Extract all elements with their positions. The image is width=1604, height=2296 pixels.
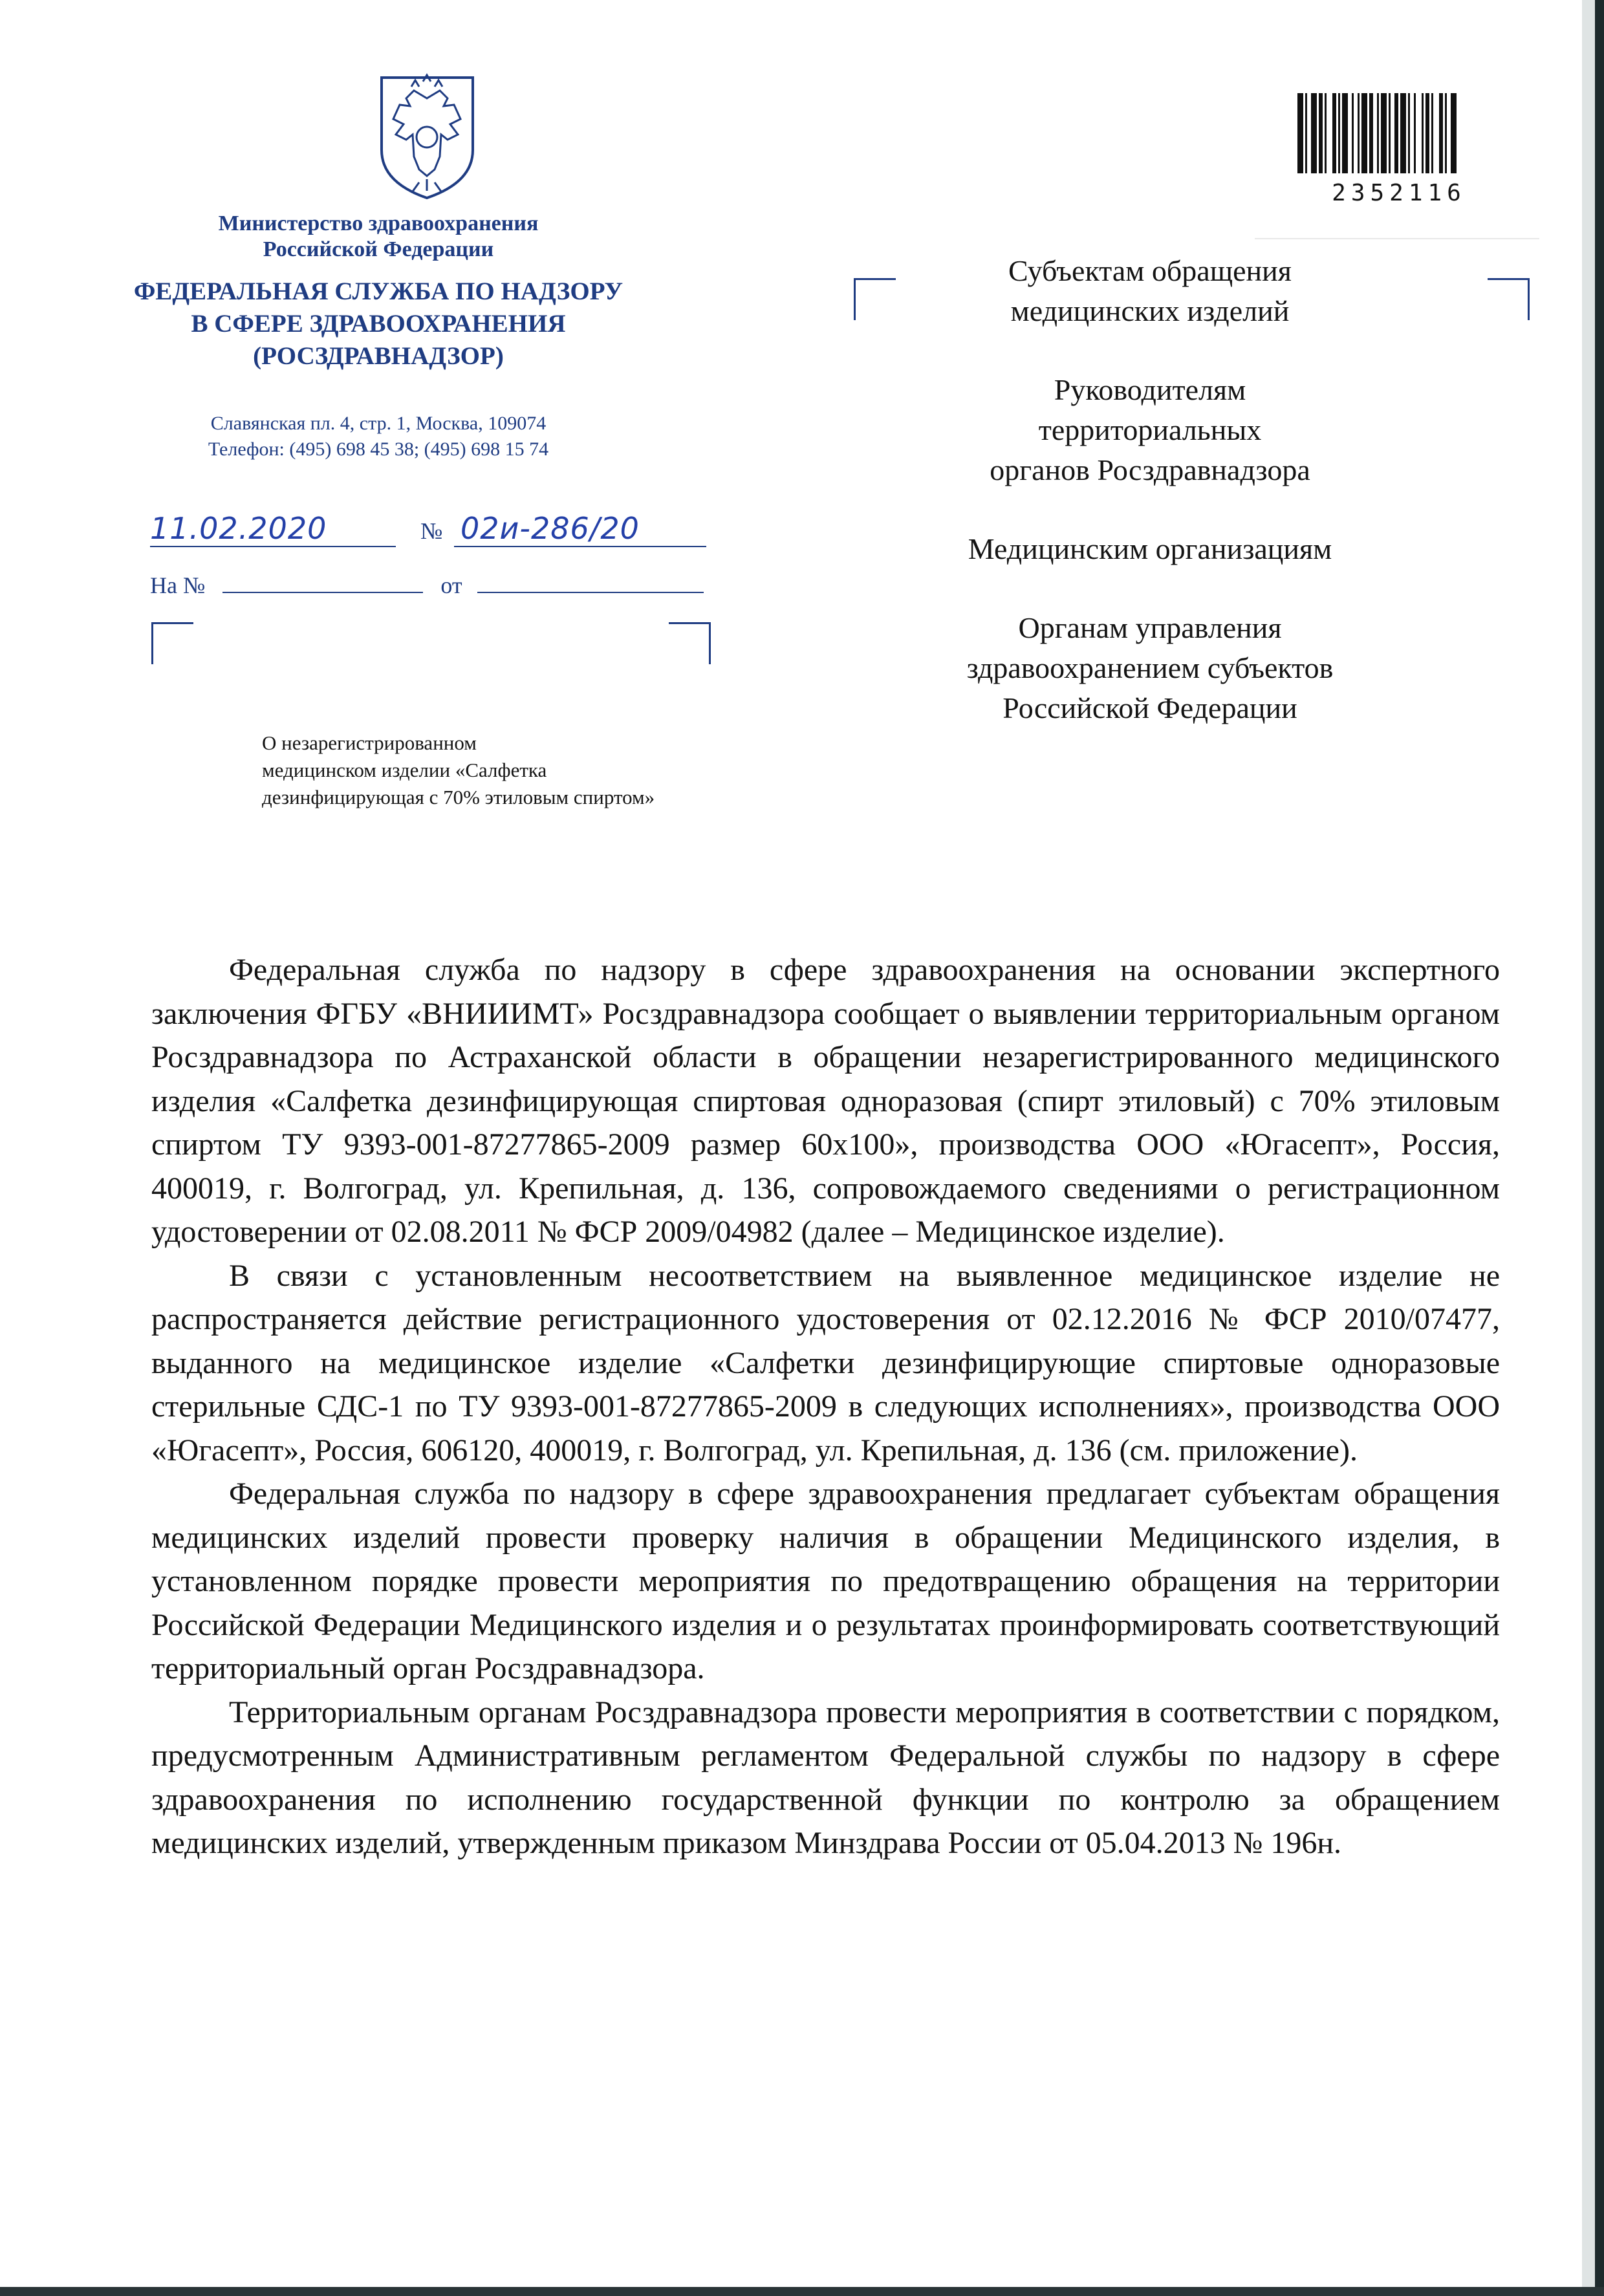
ministry-line: Российской Федерации [263,237,494,261]
from-label: от [440,572,462,598]
barcode-number: 2352116 [1332,180,1466,206]
body-paragraph: В связи с установленным несоответствием на выявленное медицинское изделие не распространяется действие регистрационного удостоверения от 02.12.2016 № ФСР 2010/07477, выданного на медицинское изделие «Салфетки дезинфицирующие спиртовые одноразовые стерильные СДС-1 по ТУ 9393-001-87277865-2009 в следующих исполнениях», производства ООО «Югасепт», Россия, 606120, 400019, г. Волгоград, ул. Крепильная, д. 136 (см. приложение). [151,1258,1500,1467]
barcode-bar [1400,93,1406,173]
scan-edge [1582,0,1595,2296]
barcode-bar [1311,93,1317,173]
service-name [129,276,627,373]
addressee-block [911,251,1389,331]
addressee-block [911,529,1389,569]
registration-number: 02и-286/20 [461,511,640,546]
barcode-bar [1319,93,1323,173]
service-line: ФЕДЕРАЛЬНАЯ СЛУЖБА ПО НАДЗОРУ [133,277,623,305]
address: Славянская пл. 4, стр. 1, Москва, 109074 [210,413,547,434]
registration-line [150,504,719,556]
barcode-bar [1377,93,1379,173]
barcode [1297,93,1501,173]
divider [1255,238,1539,239]
addressee-line: органов Росздравнадзора [990,453,1310,486]
addressee-line: Медицинским организациям [968,532,1332,565]
body-paragraph: Территориальным органам Росздравнадзора провести мероприятия в соответствии с порядком, предусмотренным Административным регламентом Федеральной службы по надзору в сфере здравоохранения по исполнению государственной функции по контролю за обращением медицинских изделий, утвержденным приказом Минздрава России от 05.04.2013 № 196н. [151,1695,1500,1860]
scan-bottom-edge [0,2287,1604,2296]
barcode-bar [1332,93,1336,173]
addressee-line: территориальных [1038,413,1262,446]
barcode-bar [1389,93,1391,173]
scan-edge-shadow [1595,0,1604,2296]
subject-corner-left [151,622,193,664]
contact-block [129,411,627,462]
double-headed-eagle-emblem-icon [374,72,481,202]
addressee-corner-right [1488,278,1530,320]
addressee-line: здравоохранением субъектов [966,651,1334,684]
barcode-bar [1381,93,1387,173]
barcode-bar [1445,93,1447,173]
subject-corner-right [669,622,711,664]
phone: Телефон: (495) 698 45 38; (495) 698 15 74 [208,439,549,460]
addressee-line: Субъектам обращения [1008,254,1292,287]
ministry-line: Министерство здравоохранения [218,211,539,235]
barcode-bar [1305,93,1307,173]
body-paragraph: Федеральная служба по надзору в сфере здравоохранения предлагает субъектам обращения медицинских изделий провести проверку наличия в обращении Медицинского изделия, в установленном порядке провести мероприятия по предотвращению обращения на территории Российской Федерации Медицинского изделия и о результатах проинформировать соответствующий территориальный орган Росздравнадзора. [151,1477,1500,1685]
from-blank [477,592,704,593]
reply-reference [150,572,704,599]
barcode-bar [1342,93,1348,173]
barcode-bar [1361,93,1367,173]
addressee-line: Руководителям [1054,373,1246,406]
service-line: В СФЕРЕ ЗДРАВООХРАНЕНИЯ [191,310,566,338]
barcode-bar [1414,93,1416,173]
barcode-bar [1422,93,1424,173]
service-line: (РОСЗДРАВНАДЗОР) [253,342,504,370]
number-underline [454,546,706,547]
barcode-bar [1358,93,1360,173]
body-paragraph: Федеральная служба по надзору в сфере здравоохранения на основании экспертного заключения ФГБУ «ВНИИИМТ» Росздравнадзора сообщает о выявлении территориальным органом Росздравнадзора по Астраханской области в обращении незарегистрированного медицинского изделия «Салфетка дезинфицирующая спиртовая одноразовая (спирт этиловый) с 70% этиловым спиртом ТУ 9393-001-87277865-2009 размер 60х100», производства ООО «Югасепт», Россия, 400019, г. Волгоград, ул. Крепильная, д. 136, сопровождаемого сведениями о регистрационном удостоверении от 02.08.2011 № ФСР 2009/04982 (далее – Медицинское изделие). [151,953,1500,1249]
letter-body [151,948,1500,1865]
reply-to-label: На № [150,572,206,598]
date-underline [150,546,396,547]
addressees [911,251,1389,767]
ministry-name [129,211,627,263]
registration-date: 11.02.2020 [150,511,327,546]
barcode-bar [1352,93,1354,173]
barcode-bar [1297,93,1303,173]
reply-to-blank [222,592,423,593]
subject-line: О незарегистрированном [262,731,477,754]
barcode-bar [1425,93,1429,173]
subject-line: дезинфицирующая с 70% этиловым спиртом» [262,786,655,808]
barcode-bar [1394,93,1398,173]
barcode-bar [1439,93,1443,173]
letter-subject [262,730,655,811]
addressee-corner-left [854,278,896,320]
barcode-bar [1369,93,1373,173]
number-sign: № [420,518,443,544]
subject-line: медицинском изделии «Салфетка [262,759,547,781]
barcode-bar [1338,93,1340,173]
addressee-block [911,370,1389,490]
addressee-block [911,608,1389,728]
barcode-bar [1325,93,1327,173]
barcode-bar [1451,93,1457,173]
addressee-line: медицинских изделий [1010,294,1290,327]
barcode-bar [1408,93,1410,173]
addressee-line: Органам управления [1018,611,1282,644]
barcode-bar [1431,93,1433,173]
addressee-line: Российской Федерации [1002,691,1297,724]
